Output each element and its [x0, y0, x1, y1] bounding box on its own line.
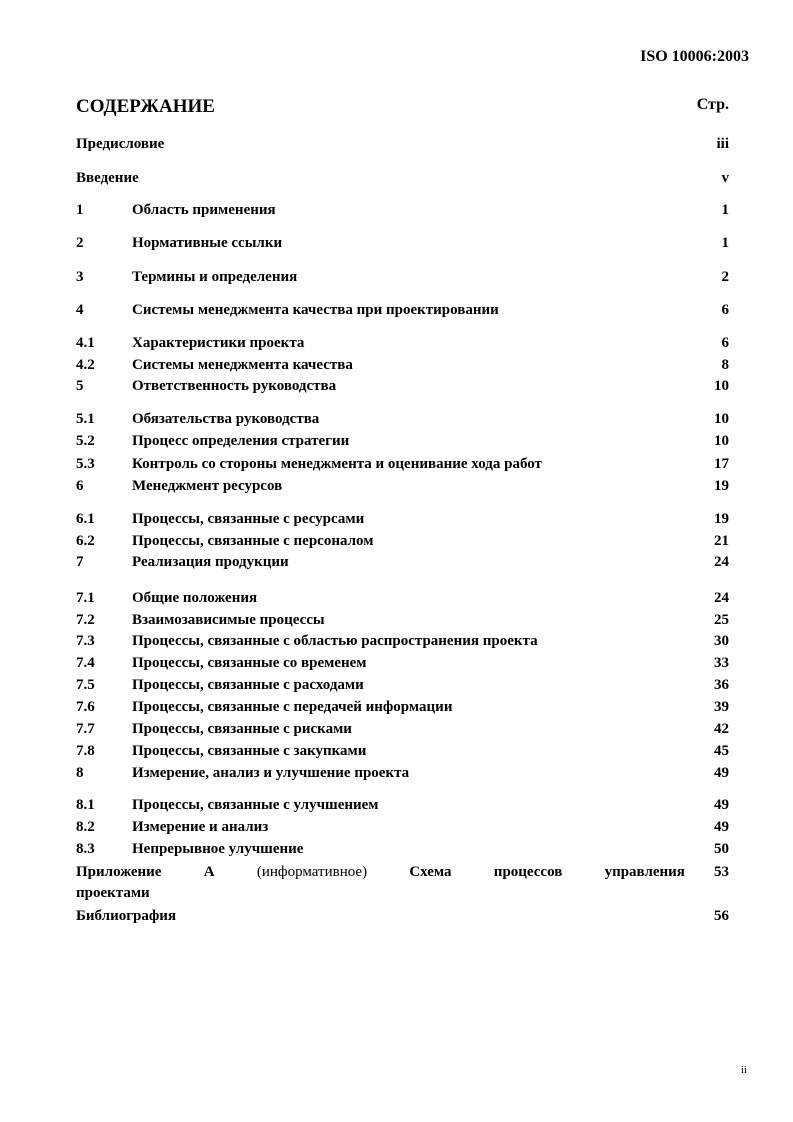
toc-entry-label: Процессы, связанные с передачей информации [132, 699, 453, 715]
toc-entry-label: Ответственность руководства [132, 378, 337, 394]
toc-entry-label: Термины и определения [132, 269, 298, 285]
annex-word-1: Приложение [76, 864, 162, 880]
toc-entry[interactable] [76, 839, 729, 860]
toc-entry-number: 7.7 [76, 721, 95, 737]
toc-entry[interactable] [76, 653, 729, 674]
toc-entry-page: 1 [721, 235, 729, 251]
toc-entry[interactable] [76, 631, 729, 652]
page-number: ii [740, 1064, 747, 1076]
toc-entry-number: 6 [76, 478, 84, 494]
annex-word-3: (информативное) [256, 864, 368, 880]
toc-entry-page: 6 [721, 335, 729, 351]
toc-entry-label: Измерение и анализ [132, 819, 269, 835]
toc-entry-number: 4.1 [76, 335, 95, 351]
toc-entry-number: 3 [76, 269, 84, 285]
toc-entry[interactable] [76, 817, 729, 838]
toc-entry[interactable] [76, 610, 729, 631]
toc-entry-label: Обязательства руководства [132, 411, 320, 427]
toc-entry-number: 7.4 [76, 655, 95, 671]
toc-entry-page: 56 [714, 908, 729, 924]
toc-entry-number: 5.2 [76, 433, 95, 449]
toc-entry[interactable] [76, 168, 729, 189]
toc-entry-page: 49 [714, 819, 729, 835]
toc-entry-number: 5.3 [76, 456, 95, 472]
toc-entry-label: Системы менеджмента качества при проектировании [132, 302, 499, 318]
toc-entry-label: Непрерывное улучшение [132, 841, 304, 857]
toc-entry-number: 1 [76, 202, 84, 218]
toc-entry-number: 6.2 [76, 533, 95, 549]
toc-entry-page: 10 [714, 378, 729, 394]
toc-entry-label: Введение [76, 170, 139, 186]
toc-entry-number: 7.2 [76, 612, 95, 628]
toc-entry-page: 2 [721, 269, 729, 285]
toc-entry-label: Предисловие [76, 136, 165, 152]
toc-entry-number: 2 [76, 235, 84, 251]
toc-entry-label: Библиография [76, 908, 177, 924]
toc-entry-page: 21 [714, 533, 729, 549]
toc-entry-page: 30 [714, 633, 729, 649]
toc-entry[interactable] [76, 719, 729, 740]
toc-entry-page: 19 [714, 478, 729, 494]
toc-entry-label: Общие положения [132, 590, 258, 606]
toc-entry-label: Контроль со стороны менеджмента и оценивание хода работ [132, 456, 542, 472]
toc-entry[interactable] [76, 509, 729, 530]
toc-entry[interactable] [76, 476, 729, 497]
annex-word-2: А [203, 864, 215, 880]
toc-entry[interactable] [76, 376, 729, 397]
toc-entry[interactable] [76, 267, 729, 288]
toc-entry-number: 8.1 [76, 797, 95, 813]
toc-entry-label: Нормативные ссылки [132, 235, 283, 251]
document-id: ISO 10006:2003 [640, 48, 749, 65]
toc-entry-label: Процесс определения стратегии [132, 433, 350, 449]
toc-entry-number: 7.1 [76, 590, 95, 606]
toc-entry-number: 4.2 [76, 357, 95, 373]
toc-entry-page: 36 [714, 677, 729, 693]
toc-entry[interactable] [76, 531, 729, 552]
toc-entry[interactable] [76, 200, 729, 221]
toc-entry-number: 7.6 [76, 699, 95, 715]
toc-entry[interactable] [76, 233, 729, 254]
toc-entry[interactable] [76, 588, 729, 609]
toc-entry-label: Реализация продукции [132, 554, 289, 570]
toc-entry-number: 7.8 [76, 743, 95, 759]
annex-entry[interactable] [76, 862, 729, 904]
toc-entry-label: Процессы, связанные с ресурсами [132, 511, 365, 527]
toc-entry-label: Процессы, связанные с областью распространения проекта [132, 633, 538, 649]
toc-entry-label: Процессы, связанные со временем [132, 655, 367, 671]
toc-entry[interactable] [76, 333, 729, 354]
toc-entry-page: 24 [714, 590, 729, 606]
toc-entry[interactable] [76, 134, 729, 155]
toc-entry-number: 8.3 [76, 841, 95, 857]
toc-entry-page: 50 [714, 841, 729, 857]
annex-word-4: Схема [409, 864, 452, 880]
annex-word-5: процессов [493, 864, 563, 880]
toc-entry-page: 17 [714, 456, 729, 472]
toc-entry-label: Процессы, связанные с рисками [132, 721, 352, 737]
toc-entry-label: Область применения [132, 202, 276, 218]
toc-entry-label: Характеристики проекта [132, 335, 305, 351]
toc-entry-number: 8 [76, 765, 84, 781]
page-column-label: Стр. [696, 96, 729, 113]
toc-entry[interactable] [76, 795, 729, 816]
toc-entry-label: Процессы, связанные с персоналом [132, 533, 374, 549]
toc-entry-page: 49 [714, 765, 729, 781]
toc-entry-label: Процессы, связанные с закупками [132, 743, 367, 759]
toc-title: СОДЕРЖАНИЕ [76, 96, 215, 117]
toc-entry-page: 33 [714, 655, 729, 671]
toc-entry-page: 8 [721, 357, 729, 373]
toc-entry-label: Процессы, связанные с расходами [132, 677, 364, 693]
toc-entry-label: Взаимозависимые процессы [132, 612, 325, 628]
toc-entry-number: 5 [76, 378, 84, 394]
toc-entry-page: 42 [714, 721, 729, 737]
toc-entry-page: 10 [714, 433, 729, 449]
toc-entry-page: 24 [714, 554, 729, 570]
toc-entry[interactable] [76, 355, 729, 376]
toc-entry-page: iii [716, 136, 729, 152]
toc-entry-number: 7.3 [76, 633, 95, 649]
toc-entry[interactable] [76, 697, 729, 718]
toc-entry-number: 8.2 [76, 819, 95, 835]
toc-entry[interactable] [76, 454, 729, 475]
toc-entry-label: Системы менеджмента качества [132, 357, 353, 373]
toc-entry[interactable] [76, 300, 729, 321]
toc-entry[interactable] [76, 552, 729, 573]
toc-entry-number: 4 [76, 302, 84, 318]
toc-entry[interactable] [76, 431, 729, 452]
annex-word-7: проектами [76, 885, 150, 901]
toc-entry-number: 5.1 [76, 411, 95, 427]
toc-entry-bibliography[interactable] [76, 906, 729, 927]
toc-entry-page: 49 [714, 797, 729, 813]
toc-entry-number: 7 [76, 554, 84, 570]
annex-word-6: управления [604, 864, 685, 880]
toc-entry-label: Менеджмент ресурсов [132, 478, 283, 494]
toc-entry-page: 1 [721, 202, 729, 218]
toc-entry-page: 25 [714, 612, 729, 628]
toc-entry-label: Процессы, связанные с улучшением [132, 797, 379, 813]
annex-page: 53 [714, 864, 729, 880]
toc-entry[interactable] [76, 741, 729, 762]
toc-entry[interactable] [76, 409, 729, 430]
toc-entry[interactable] [76, 763, 729, 784]
toc-entry-page: 45 [714, 743, 729, 759]
toc-entry-label: Измерение, анализ и улучшение проекта [132, 765, 410, 781]
toc-entry[interactable] [76, 675, 729, 696]
toc-entry-page: v [721, 170, 729, 186]
toc-entry-number: 7.5 [76, 677, 95, 693]
toc-entry-page: 6 [721, 302, 729, 318]
toc-entry-page: 10 [714, 411, 729, 427]
toc-entry-number: 6.1 [76, 511, 95, 527]
toc-entry-page: 39 [714, 699, 729, 715]
toc-entry-page: 19 [714, 511, 729, 527]
